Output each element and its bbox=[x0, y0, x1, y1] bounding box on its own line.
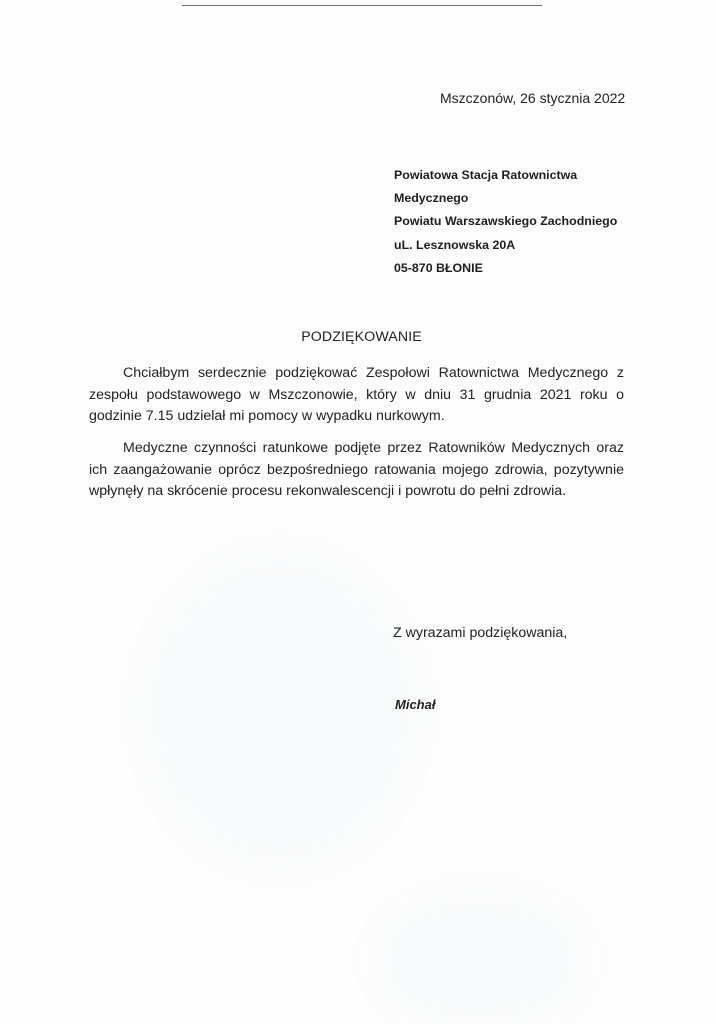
scan-smudge bbox=[150, 560, 410, 860]
body-paragraph: Chciałbym serdecznie podziękować Zespołowi Ratownictwa Medycznego z zespołu podstawowego w Mszczonowie, który w dniu 31 grudnia 2021 roku o godzinie 7.15 udzielał mi pomocy w wypadku nurkowym. bbox=[89, 365, 624, 424]
scan-smudge bbox=[380, 900, 580, 1020]
scan-edge-line bbox=[182, 5, 542, 6]
recipient-address bbox=[394, 164, 617, 280]
recipient-line: 05-870 BŁONIE bbox=[394, 260, 483, 275]
body-paragraph: Medyczne czynności ratunkowe podjęte przez Ratowników Medycznych oraz ich zaangażowanie oprócz bezpośredniego ratowania mojego zdrowia, pozytywnie wpłynęły na skrócenie procesu rekonwalescencji i powrotu do pełni zdrowia. bbox=[89, 440, 624, 499]
recipient-line: Powiatowa Stacja Ratownictwa bbox=[394, 168, 578, 182]
signature: Michał bbox=[395, 697, 436, 712]
recipient-line: Powiatu Warszawskiego Zachodniego bbox=[394, 214, 618, 229]
letter-title: PODZIĘKOWANIE bbox=[301, 329, 422, 345]
recipient-line: uL. Lesznowska 20A bbox=[394, 237, 516, 252]
closing-phrase: Z wyrazami podziękowania, bbox=[393, 625, 568, 641]
recipient-line: Medycznego bbox=[394, 191, 469, 206]
letter-date: Mszczonów, 26 stycznia 2022 bbox=[440, 90, 626, 106]
